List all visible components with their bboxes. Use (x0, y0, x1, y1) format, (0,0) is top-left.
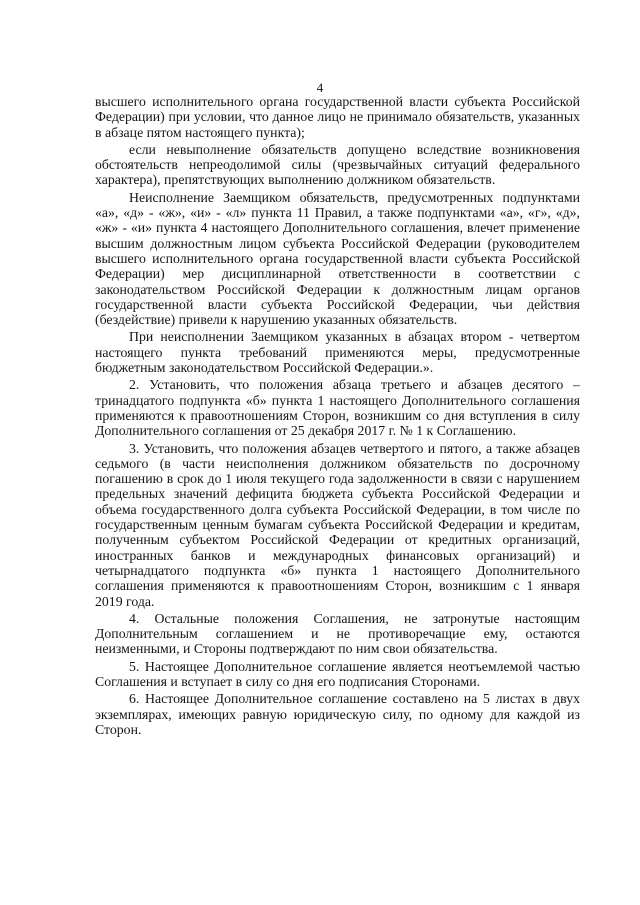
paragraph-item-6: 6. Настоящее Дополнительное соглашение составлено на 5 листах в двух экземплярах, имеющих равную юридическую силу, по одному для каждой из Сторон. (95, 691, 580, 737)
page-number: 4 (316, 80, 324, 95)
paragraph-continuation: высшего исполнительного органа государственной власти субъекта Российской Федерации) при условии, что данное лицо не принимало обязательств, указанных в абзаце пятом настоящего пункта); (95, 94, 580, 140)
document-body (95, 94, 580, 739)
paragraph-item-5: 5. Настоящее Дополнительное соглашение является неотъемлемой частью Соглашения и вступает в силу со дня его подписания Сторонами. (95, 658, 580, 689)
paragraph-item-3: 3. Установить, что положения абзацев четвертого и пятого, а также абзацев седьмого (в части неисполнения должником обязательств по досрочному погашению в срок до 1 июля текущего года задолженности в связи с нарушением предельных значений дефицита бюджета субъекта Российской Федерации и объема государственного долга субъекта Российской Федерации, в том числе по государственным ценным бумагам субъекта Российской Федерации и кредитам, полученным субъектом Российской Федерации от кредитных организаций, иностранных банков и международных финансовых организаций) и четырнадцатого подпункта «б» пункта 1 настоящего Дополнительного соглашения применяются к правоотношениям Сторон, возникшим с 1 января 2019 года. (95, 440, 580, 609)
paragraph-non-fulfillment: Неисполнение Заемщиком обязательств, предусмотренных подпунктами «а», «д» - «ж», «и» - «л» пункта 11 Правил, а также подпунктами «а», «г», «д», «ж» - «и» пункта 4 настоящего Дополнительного соглашения, влечет применение высшим должностным лицом субъекта Российской Федерации (руководителем высшего исполнительного органа государственной власти субъекта Российской Федерации) мер дисциплинарной ответственности в соответствии с законодательством Российской Федерации к должностным лицам органов государственной власти субъекта Российской Федерации, чьи действия (бездействие) привели к нарушению указанных обязательств. (95, 189, 580, 328)
paragraph-budget-measures: При неисполнении Заемщиком указанных в абзацах втором - четвертом настоящего пункта требований применяются меры, предусмотренные бюджетным законодательством Российской Федерации.». (95, 329, 580, 376)
paragraph-force-majeure: если невыполнение обязательств допущено вследствие возникновения обстоятельств непреодолимой силы (чрезвычайных ситуаций федерального характера), препятствующих выполнению должником обязательств. (95, 141, 580, 188)
paragraph-item-4: 4. Остальные положения Соглашения, не затронутые настоящим Дополнительным соглашением и не противоречащие ему, остаются неизменными, и Стороны подтверждают по ним свои обязательства. (95, 610, 580, 657)
paragraph-item-2: 2. Установить, что положения абзаца третьего и абзацев десятого – тринадцатого подпункта «б» пункта 1 настоящего Дополнительного соглашения применяются к правоотношениям Сторон, возникшим со дня вступления в силу Дополнительного соглашения от 25 декабря 2017 г. № 1 к Соглашению. (95, 377, 580, 439)
